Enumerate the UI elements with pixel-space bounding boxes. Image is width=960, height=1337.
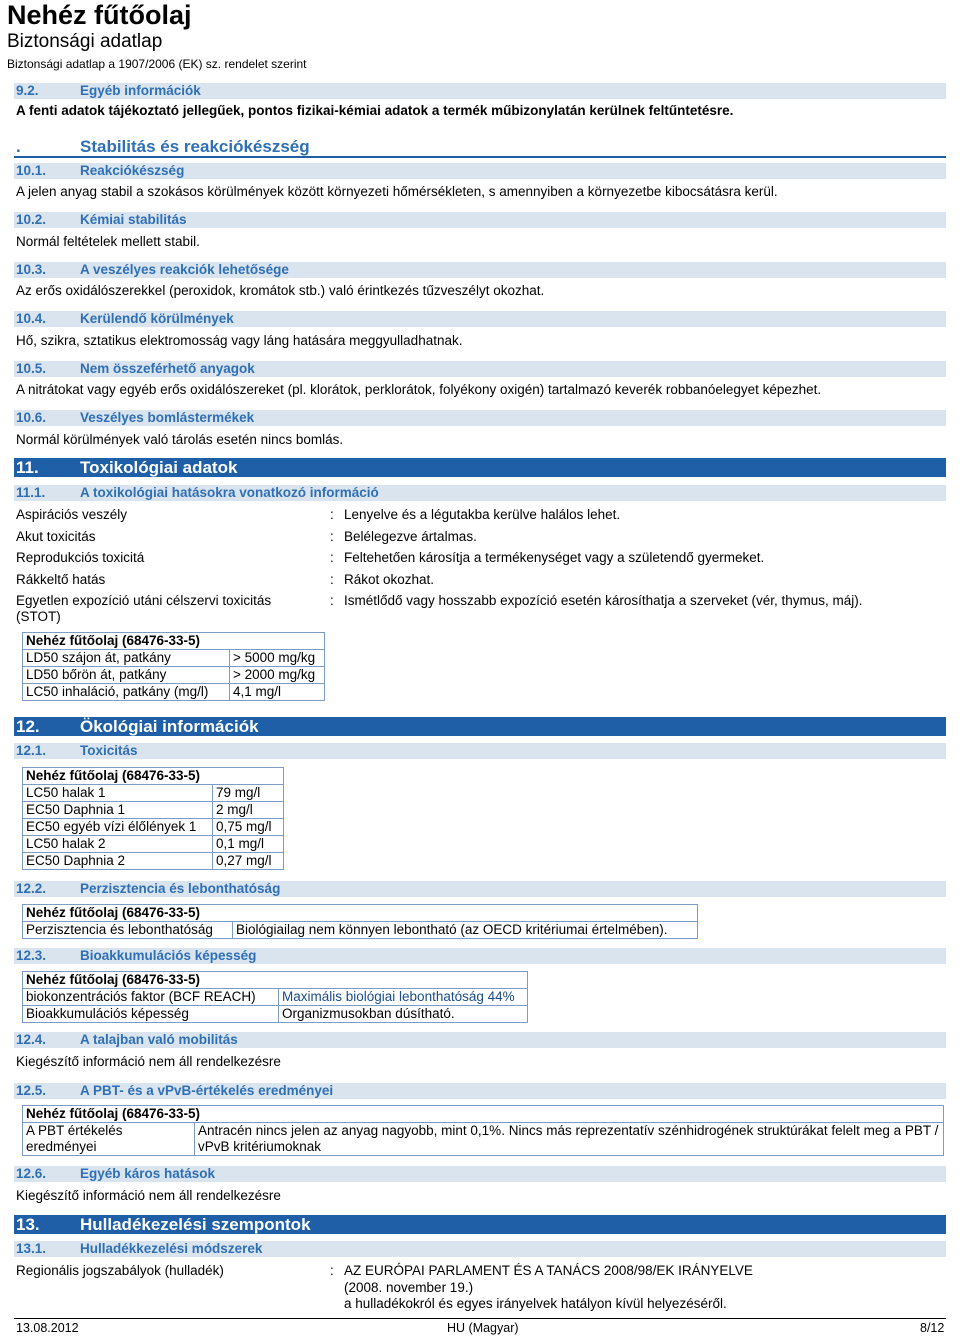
subsection-number: 12.4. xyxy=(16,1032,47,1047)
tox-label: Egyetlen expozíció utáni célszervi toxicitás (STOT) xyxy=(16,593,272,624)
tox-colon: : xyxy=(330,550,334,565)
table-row xyxy=(23,650,325,667)
table-cell: 0,75 mg/l xyxy=(213,819,284,836)
subsection-number: 10.2. xyxy=(16,212,47,227)
table-row xyxy=(23,802,284,819)
footer-page-number: 8/12 xyxy=(920,1321,945,1335)
tox-label: Akut toxicitás xyxy=(16,529,96,544)
subsection-title: Egyéb káros hatások xyxy=(80,1166,216,1181)
tox-data-table xyxy=(22,632,325,701)
table-header: Nehéz fűtőolaj (68476-33-5) xyxy=(23,905,698,922)
subsection-number: 10.6. xyxy=(16,410,47,425)
subsection-12-2-header xyxy=(14,881,946,897)
waste-value-line-2: (2008. november 19.) xyxy=(344,1280,474,1295)
waste-value-line-3: a hulladékokról és egyes irányelvek hatályon kívül helyezéséről. xyxy=(344,1296,727,1311)
document-subtitle: Biztonsági adatlap xyxy=(7,31,163,52)
table-header: Nehéz fűtőolaj (68476-33-5) xyxy=(23,768,284,785)
table-cell: Biológiailag nem könnyen lebontható (az OECD kritériumai értelmében). xyxy=(233,922,698,939)
waste-value-line-1: AZ EURÓPAI PARLAMENT ÉS A TANÁCS 2008/98/EK IRÁNYELVE xyxy=(344,1263,753,1278)
table-cell: 0,27 mg/l xyxy=(213,853,284,870)
table-row xyxy=(23,1123,944,1156)
subsection-12-5-header xyxy=(14,1083,946,1099)
subsection-title: Nem összeférhető anyagok xyxy=(80,361,255,376)
table-cell: 79 mg/l xyxy=(213,785,284,802)
subsection-12-3-header xyxy=(14,948,946,964)
subsection-title: Reakciókészség xyxy=(80,163,185,178)
subsection-10-4-header xyxy=(14,311,946,327)
table-cell: Bioakkumulációs képesség xyxy=(23,1006,279,1023)
regulation-note: Biztonsági adatlap a 1907/2006 (EK) sz. rendelet szerint xyxy=(7,57,307,71)
bioaccumulation-table xyxy=(22,971,528,1023)
subsection-10-2-header xyxy=(14,212,946,228)
subsection-10-1-header xyxy=(14,163,946,179)
subsection-title: A talajban való mobilitás xyxy=(80,1032,238,1047)
subsection-title: Toxicitás xyxy=(80,743,138,758)
subsection-10-3-header xyxy=(14,262,946,278)
subsection-12-4-header xyxy=(14,1032,946,1048)
subsection-number: 10.1. xyxy=(16,163,47,178)
subsection-title: Kerülendő körülmények xyxy=(80,311,234,326)
tox-value: Lenyelve és a légutakba kerülve halálos lehet. xyxy=(344,507,621,522)
waste-colon: : xyxy=(330,1263,334,1278)
subsection-title: Bioakkumulációs képesség xyxy=(80,948,257,963)
table-cell: 2 mg/l xyxy=(213,802,284,819)
section-12-header xyxy=(14,717,946,736)
tox-value: Ismétlődő vagy hosszabb expozíció esetén károsíthatja a szerveket (vér, thymus, máj). xyxy=(344,593,863,608)
subsection-number: 10.4. xyxy=(16,311,47,326)
section-13-header xyxy=(14,1215,946,1234)
subsection-10-6-header xyxy=(14,410,946,426)
subsection-title: Perzisztencia és lebonthatóság xyxy=(80,881,281,896)
subsection-10-3-text: Az erős oxidálószerekkel (peroxidok, kromátok stb.) való érintkezés tűzveszélyt okozhat. xyxy=(16,283,545,298)
tox-label: Rákkeltő hatás xyxy=(16,572,106,587)
subsection-title: A PBT- és a vPvB-értékelés eredményei xyxy=(80,1083,334,1098)
section-title: Ökológiai információk xyxy=(80,717,259,736)
subsection-title: Hulladékkezelési módszerek xyxy=(80,1241,263,1256)
subsection-12-6-text: Kiegészítő információ nem áll rendelkezésre xyxy=(16,1188,281,1203)
subsection-title: Kémiai stabilitás xyxy=(80,212,187,227)
subsection-12-6-header xyxy=(14,1166,946,1182)
subsection-number: 10.3. xyxy=(16,262,47,277)
table-cell: LC50 halak 2 xyxy=(23,836,213,853)
table-cell: LC50 halak 1 xyxy=(23,785,213,802)
subsection-10-1-text: A jelen anyag stabil a szokásos körülmények között környezeti hőmérsékleten, s amennyiben a környezetbe kibocsátásra kerül. xyxy=(16,184,778,199)
subsection-number: 12.3. xyxy=(16,948,47,963)
table-cell: EC50 Daphnia 2 xyxy=(23,853,213,870)
subsection-10-4-text: Hő, szikra, sztatikus elektromosság vagy láng hatására meggyulladhatnak. xyxy=(16,333,463,348)
tox-label: Reprodukciós toxicitá xyxy=(16,550,145,565)
section-11-header xyxy=(14,458,946,477)
table-cell: > 2000 mg/kg xyxy=(230,667,325,684)
subsection-10-5-text: A nitrátokat vagy egyéb erős oxidálószereket (pl. klorátok, perklorátok, folyékony oxigén) tartalmazó keverék robbanóelegyet képezhet. xyxy=(16,382,822,397)
subsection-title: Egyéb információk xyxy=(80,83,201,98)
table-cell: 0,1 mg/l xyxy=(213,836,284,853)
table-row xyxy=(23,667,325,684)
waste-label: Regionális jogszabályok (hulladék) xyxy=(16,1263,224,1278)
subsection-9-2-header xyxy=(14,83,946,99)
table-cell: Antracén nincs jelen az anyag nagyobb, mint 0,1%. Nincs más reprezentatív szénhidrogének struktúrákat felelt meg a PBT / vPvB kritériumoknak xyxy=(195,1123,944,1156)
table-header: Nehéz fűtőolaj (68476-33-5) xyxy=(23,633,325,650)
tox-value: Rákot okozhat. xyxy=(344,572,435,587)
subsection-11-1-header xyxy=(14,485,946,501)
table-row xyxy=(23,684,325,701)
table-cell: Maximális biológiai lebonthatóság 44% xyxy=(279,989,528,1006)
table-row xyxy=(23,836,284,853)
footer-language: HU (Magyar) xyxy=(447,1321,519,1335)
table-header: Nehéz fűtőolaj (68476-33-5) xyxy=(23,972,528,989)
table-row xyxy=(23,819,284,836)
section-number: 11. xyxy=(16,458,39,477)
table-cell: biokonzentrációs faktor (BCF REACH) xyxy=(23,989,279,1006)
subsection-number: 12.6. xyxy=(16,1166,47,1181)
table-row xyxy=(23,853,284,870)
table-cell: LD50 szájon át, patkány xyxy=(23,650,230,667)
subsection-number: 12.5. xyxy=(16,1083,47,1098)
subsection-number: 11.1. xyxy=(16,485,46,500)
subsection-9-2-text: A fenti adatok tájékoztató jellegűek, pontos fizikai-kémiai adatok a termék műbizonylatán kerülnek feltűntetésre. xyxy=(16,103,734,118)
persistence-table xyxy=(22,904,698,939)
section-title: Hulladékezelési szempontok xyxy=(80,1215,311,1234)
section-number: 13. xyxy=(16,1215,40,1234)
table-cell: EC50 egyéb vízi élőlények 1 xyxy=(23,819,213,836)
subsection-13-1-header xyxy=(14,1241,946,1257)
section-number: 12. xyxy=(16,717,40,736)
section-title: Stabilitás és reakciókészség xyxy=(80,137,310,156)
table-cell: A PBT értékelés eredményei xyxy=(23,1123,195,1156)
toxicity-table xyxy=(22,767,284,870)
subsection-10-6-text: Normál körülmények való tárolás esetén nincs bomlás. xyxy=(16,432,344,447)
table-cell: LC50 inhaláció, patkány (mg/l) xyxy=(23,684,230,701)
section-10-header xyxy=(14,137,946,158)
footer-date: 13.08.2012 xyxy=(16,1321,79,1335)
subsection-number: 13.1. xyxy=(16,1241,47,1256)
section-number: . xyxy=(16,137,21,156)
subsection-number: 12.2. xyxy=(16,881,47,896)
document-header xyxy=(7,0,307,71)
document-title: Nehéz fűtőolaj xyxy=(7,0,192,30)
tox-colon: : xyxy=(330,507,334,522)
tox-colon: : xyxy=(330,593,334,608)
table-row xyxy=(23,922,698,939)
subsection-12-1-header xyxy=(14,743,946,759)
subsection-title: Veszélyes bomlástermékek xyxy=(80,410,255,425)
table-row xyxy=(23,1006,528,1023)
subsection-number: 10.5. xyxy=(16,361,47,376)
subsection-10-2-text: Normál feltételek mellett stabil. xyxy=(16,234,200,249)
section-title: Toxikológiai adatok xyxy=(80,458,238,477)
table-row xyxy=(23,989,528,1006)
table-cell: LD50 bőrön át, patkány xyxy=(23,667,230,684)
tox-colon: : xyxy=(330,529,334,544)
subsection-title: A toxikológiai hatásokra vonatkozó információ xyxy=(80,485,379,500)
tox-label: Aspirációs veszély xyxy=(16,507,128,522)
subsection-title: A veszélyes reakciók lehetősége xyxy=(80,262,289,277)
table-header: Nehéz fűtőolaj (68476-33-5) xyxy=(23,1106,944,1123)
table-cell: EC50 Daphnia 1 xyxy=(23,802,213,819)
tox-value: Feltehetően károsítja a termékenységet vagy a születendő gyermeket. xyxy=(344,550,765,565)
table-cell: 4,1 mg/l xyxy=(230,684,325,701)
tox-colon: : xyxy=(330,572,334,587)
subsection-number: 9.2. xyxy=(16,83,39,98)
pbt-table xyxy=(22,1105,944,1156)
subsection-number: 12.1. xyxy=(16,743,47,758)
subsection-12-4-text: Kiegészítő információ nem áll rendelkezésre xyxy=(16,1054,281,1069)
table-row xyxy=(23,785,284,802)
table-cell: > 5000 mg/kg xyxy=(230,650,325,667)
table-cell: Organizmusokban dúsítható. xyxy=(279,1006,528,1023)
footer-divider xyxy=(14,1318,946,1319)
tox-value: Belélegezve ártalmas. xyxy=(344,529,477,544)
table-cell: Perzisztencia és lebonthatóság xyxy=(23,922,233,939)
subsection-10-5-header xyxy=(14,361,946,377)
